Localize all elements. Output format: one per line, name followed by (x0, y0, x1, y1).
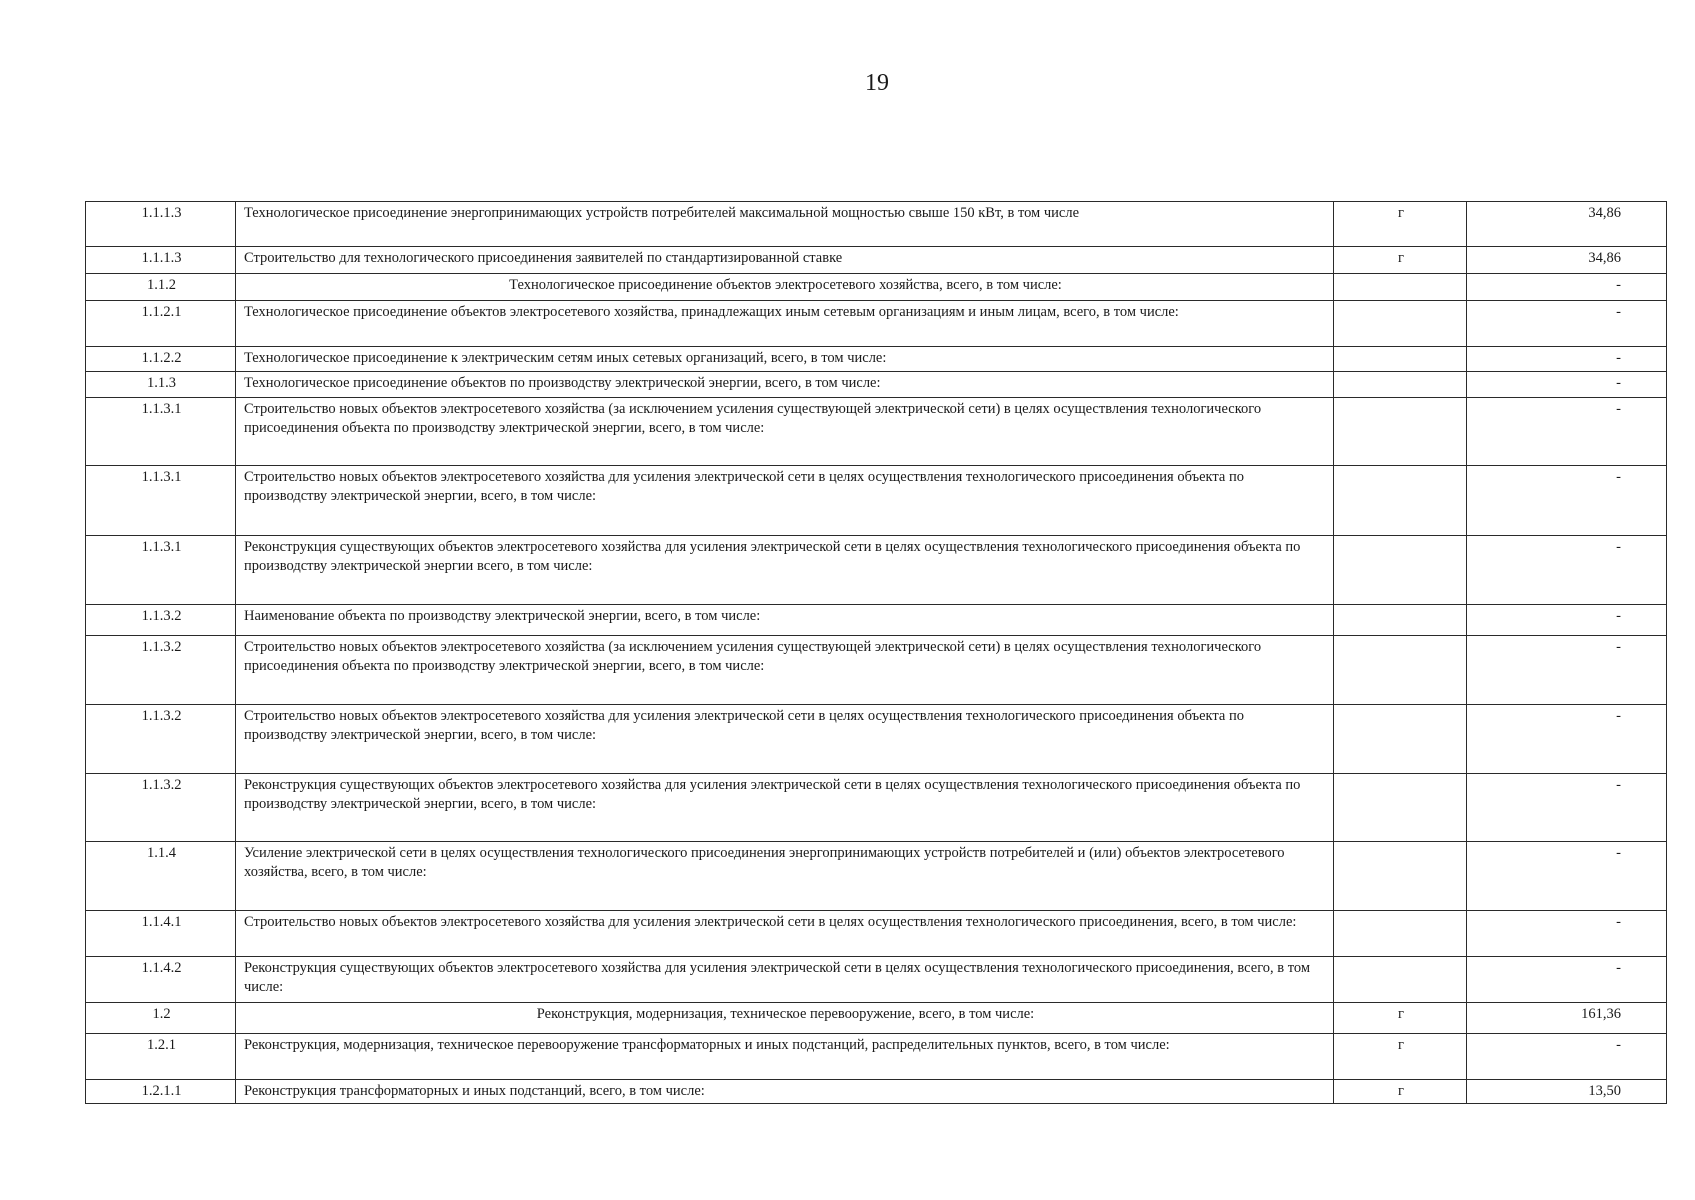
row-name: Реконструкция существующих объектов электросетевого хозяйства для усиления электрической сети в целях осуществления технологического присоединения объекта по производству электрической энергии, всего, в том числе: (236, 774, 1334, 842)
table-row (86, 842, 1667, 911)
table-row (86, 466, 1667, 536)
row-name: Строительство новых объектов электросетевого хозяйства для усиления электрической сети в целях осуществления технологического присоединения объекта по производству электрической энергии, всего, в том числе: (236, 466, 1334, 536)
row-name: Усиление электрической сети в целях осуществления технологического присоединения энергопринимающих устройств потребителей и (или) объектов электросетевого хозяйства, всего, в том числе: (236, 842, 1334, 911)
table-row (86, 398, 1667, 466)
row-name: Технологическое присоединение объектов по производству электрической энергии, всего, в том числе: (236, 372, 1334, 398)
row-code: 1.1.3.2 (86, 636, 236, 705)
row-code: 1.2.1 (86, 1034, 236, 1080)
row-code: 1.1.3.2 (86, 705, 236, 774)
row-unit (1334, 466, 1467, 536)
row-name: Наименование объекта по производству электрической энергии, всего, в том числе: (236, 605, 1334, 636)
row-code: 1.1.2.2 (86, 347, 236, 372)
row-value: - (1467, 372, 1667, 398)
table-row (86, 347, 1667, 372)
page-number: 19 (865, 70, 889, 96)
row-name: Реконструкция существующих объектов электросетевого хозяйства для усиления электрической сети в целях осуществления технологического присоединения объекта по производству электрической энергии всего, в том числе: (236, 536, 1334, 605)
table-row (86, 372, 1667, 398)
row-value: - (1467, 466, 1667, 536)
table-row (86, 301, 1667, 347)
row-unit (1334, 605, 1467, 636)
row-unit (1334, 347, 1467, 372)
row-value: - (1467, 911, 1667, 957)
row-unit (1334, 957, 1467, 1003)
row-name: Технологическое присоединение к электрическим сетям иных сетевых организаций, всего, в том числе: (236, 347, 1334, 372)
row-value: - (1467, 705, 1667, 774)
row-code: 1.2 (86, 1003, 236, 1034)
row-name: Реконструкция трансформаторных и иных подстанций, всего, в том числе: (236, 1080, 1334, 1104)
row-name: Строительство новых объектов электросетевого хозяйства для усиления электрической сети в целях осуществления технологического присоединения объекта по производству электрической энергии, всего, в том числе: (236, 705, 1334, 774)
table-row (86, 705, 1667, 774)
table-row (86, 774, 1667, 842)
row-unit (1334, 372, 1467, 398)
row-unit (1334, 705, 1467, 774)
row-code: 1.1.3.2 (86, 774, 236, 842)
row-unit (1334, 398, 1467, 466)
row-code: 1.1.3.2 (86, 605, 236, 636)
row-value: 34,86 (1467, 247, 1667, 274)
table-body (86, 202, 1667, 1104)
row-unit (1334, 636, 1467, 705)
row-value: - (1467, 1034, 1667, 1080)
row-code: 1.1.3.1 (86, 536, 236, 605)
table-row (86, 274, 1667, 301)
row-name: Технологическое присоединение энергопринимающих устройств потребителей максимальной мощностью свыше 150 кВт, в том числе (236, 202, 1334, 247)
row-value: - (1467, 774, 1667, 842)
row-value: - (1467, 274, 1667, 301)
row-unit (1334, 301, 1467, 347)
table-row (86, 536, 1667, 605)
row-code: 1.1.4.1 (86, 911, 236, 957)
row-value: - (1467, 605, 1667, 636)
table-row (86, 247, 1667, 274)
row-value: 161,36 (1467, 1003, 1667, 1034)
row-unit: г (1334, 1080, 1467, 1104)
row-name: Строительство новых объектов электросетевого хозяйства для усиления электрической сети в целях осуществления технологического присоединения, всего, в том числе: (236, 911, 1334, 957)
table-row (86, 1003, 1667, 1034)
row-value: - (1467, 536, 1667, 605)
row-value: - (1467, 636, 1667, 705)
row-unit (1334, 911, 1467, 957)
row-code: 1.1.4 (86, 842, 236, 911)
row-unit (1334, 774, 1467, 842)
row-value: - (1467, 347, 1667, 372)
row-value: - (1467, 842, 1667, 911)
table-row (86, 957, 1667, 1003)
row-unit (1334, 274, 1467, 301)
row-code: 1.1.2.1 (86, 301, 236, 347)
row-unit: г (1334, 247, 1467, 274)
row-code: 1.1.1.3 (86, 247, 236, 274)
table-row (86, 605, 1667, 636)
row-code: 1.1.2 (86, 274, 236, 301)
table-row (86, 202, 1667, 247)
row-code: 1.1.3.1 (86, 466, 236, 536)
row-code: 1.1.1.3 (86, 202, 236, 247)
row-name: Реконструкция существующих объектов электросетевого хозяйства для усиления электрической сети в целях осуществления технологического присоединения, всего, в том числе: (236, 957, 1334, 1003)
investment-table (85, 201, 1667, 1104)
row-unit: г (1334, 1003, 1467, 1034)
row-code: 1.1.4.2 (86, 957, 236, 1003)
table-row (86, 1034, 1667, 1080)
row-name: Строительство новых объектов электросетевого хозяйства (за исключением усиления существующей электрической сети) в целях осуществления технологического присоединения объекта по производству электрической энергии, всего, в том числе: (236, 398, 1334, 466)
row-name: Реконструкция, модернизация, техническое перевооружение, всего, в том числе: (236, 1003, 1334, 1034)
row-name: Технологическое присоединение объектов электросетевого хозяйства, всего, в том числе: (236, 274, 1334, 301)
row-name: Строительство новых объектов электросетевого хозяйства (за исключением усиления существующей электрической сети) в целях осуществления технологического присоединения объекта по производству электрической энергии, всего, в том числе: (236, 636, 1334, 705)
row-value: - (1467, 398, 1667, 466)
row-name: Технологическое присоединение объектов электросетевого хозяйства, принадлежащих иным сетевым организациям и иным лицам, всего, в том числе: (236, 301, 1334, 347)
row-unit (1334, 536, 1467, 605)
row-name: Строительство для технологического присоединения заявителей по стандартизированной ставке (236, 247, 1334, 274)
row-unit: г (1334, 1034, 1467, 1080)
row-name: Реконструкция, модернизация, техническое перевооружение трансформаторных и иных подстанций, распределительных пунктов, всего, в том числе: (236, 1034, 1334, 1080)
row-code: 1.2.1.1 (86, 1080, 236, 1104)
row-unit: г (1334, 202, 1467, 247)
row-unit (1334, 842, 1467, 911)
row-code: 1.1.3 (86, 372, 236, 398)
row-value: 34,86 (1467, 202, 1667, 247)
row-value: - (1467, 957, 1667, 1003)
table-row (86, 1080, 1667, 1104)
row-code: 1.1.3.1 (86, 398, 236, 466)
row-value: - (1467, 301, 1667, 347)
table-row (86, 636, 1667, 705)
table-row (86, 911, 1667, 957)
row-value: 13,50 (1467, 1080, 1667, 1104)
